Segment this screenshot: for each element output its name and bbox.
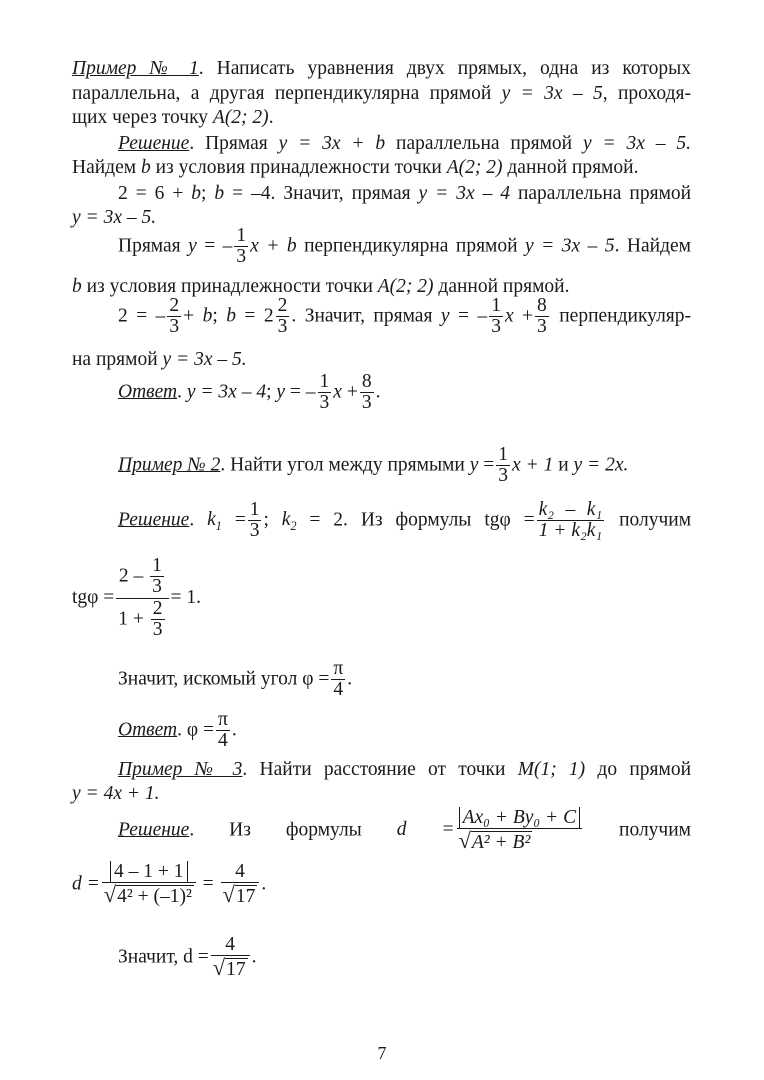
ex2-solution: Решение. $k_1$ = $\frac{1}{3}$ ; $k_2 = 2$. Из формулы tgφ = $\frac{\text{k₂ – k₁}}{\text{1 + k₂k₁}}$ получим xyxy=(118,499,692,542)
distance-formula: $\frac{\text{Ax₀ + By₀ + C}}{\text{√A² + B²}}$ xyxy=(457,808,583,854)
page-number: 7 xyxy=(377,1043,387,1063)
ex1-solution-line3: 2 = 6 + b; b = –4. Значит, прямая y = 3x – 4 параллельна прямой xyxy=(118,183,692,204)
ex1-line1: Пример № 1. Написать уравнения двух прямых, одна из которых xyxy=(72,58,692,79)
ex1-line2: параллельна, а другая перпендикулярна прямой y = 3x – 5, проходя- xyxy=(72,83,692,104)
ex1-solution-line4: y = 3x – 5. xyxy=(72,207,157,228)
ex3-title: Пример № 3 xyxy=(118,759,243,780)
ex1-perp-line1: Прямая y = – $\frac{1}{3}$ x + b перпендикулярна прямой y = 3x – 5. Найдем xyxy=(118,225,691,268)
fraction-1-3: $\frac{1}{3}$ xyxy=(236,225,247,268)
ex1-perp-line2: b из условия принадлежности точки A(2; 2) данной прямой. xyxy=(72,276,570,297)
ex3-solution: Решение. Из формулы d = $\frac{\text{Ax₀ + By₀ + C}}{\text{√A² + B²}}$ получим xyxy=(118,807,692,854)
formula-tg-fraction: $\frac{\text{k₂ – k₁}}{\text{1 + k₂k₁}}$ xyxy=(538,499,603,542)
ex3-conclusion: Значит, d = $\frac{4}{√17}$ . xyxy=(118,934,257,981)
ex1-perp-line3: 2 = – $\frac{2}{3}$ + b; b = 2 $\frac{2}{3}$ . Значит, прямая y = – $\frac{1}{3}$ x + $\frac{8}{3}$ перпендикуляр- xyxy=(118,295,692,338)
ex2-title: Пример № 2 xyxy=(118,454,221,476)
ex2-tg-result: tgφ = 2 – $\frac{1}{3}$ 1 + $\frac{2}{3}$ = 1. xyxy=(72,555,202,641)
ex2-line1: Пример № 2. Найти угол между прямыми y = $\frac{1}{3}$ x + 1 и y = 2x. xyxy=(118,444,629,487)
ex2-angle: Значит, искомый угол φ = $\frac{\pi}{4}$ . xyxy=(118,658,353,701)
ex1-answer: Ответ. y = 3x – 4; y = – $\frac{1}{3}$ x + $\frac{8}{3}$ . xyxy=(118,371,381,414)
ex1-line3: щих через точку A(2; 2). xyxy=(72,107,274,128)
ex2-answer: Ответ. φ = $\frac{\pi}{4}$ . xyxy=(118,709,237,752)
ex1-solution-line1: Решение. Прямая y = 3x + b параллельна прямой y = 3x – 5. xyxy=(118,133,692,154)
ex1-perp-line4: на прямой y = 3x – 5. xyxy=(72,349,247,370)
ex3-line1: Пример № 3. Найти расстояние от точки M(1; 1) до прямой xyxy=(118,759,692,780)
ex1-solution-line2: Найдем b из условия принадлежности точки A(2; 2) данной прямой. xyxy=(72,157,639,178)
ex3-distance-result: d = $\frac{4 - 1 + 1}{\text{√4² + (–1)²}}$ = $\frac{4}{√17}$ . xyxy=(72,861,267,908)
ex3-line2: y = 4x + 1. xyxy=(72,783,160,804)
ex1-title: Пример № 1 xyxy=(72,58,199,79)
